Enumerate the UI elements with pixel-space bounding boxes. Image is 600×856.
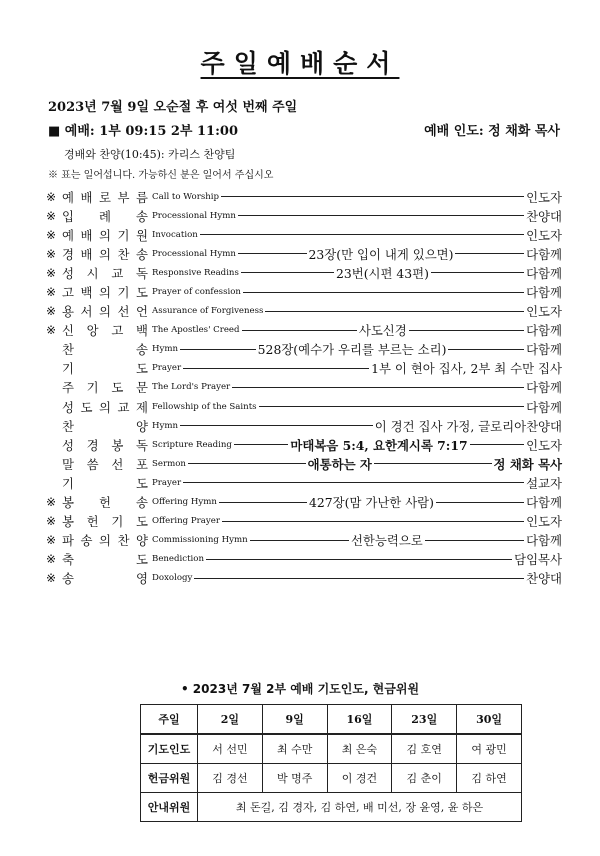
table-cell: 김 경선 <box>198 764 263 793</box>
item-english: Offering Hymn <box>152 497 217 508</box>
item-name: 주 기 도 문 <box>62 380 148 396</box>
item-name: 기 도 <box>62 361 148 377</box>
ushers-cell: 최 돈길, 김 경자, 김 하연, 배 미선, 장 윤영, 윤 하은 <box>198 793 522 822</box>
order-item <box>46 263 562 282</box>
service-times: ■ 예배: 1부 09:15 2부 11:00 <box>48 124 238 139</box>
item-responsible: 담임목사 <box>514 552 562 568</box>
item-name: 봉 헌 송 <box>62 495 148 511</box>
item-detail: 1부 이 현아 집사, 2부 최 수만 집사 <box>371 361 562 377</box>
item-english: Fellowship of the Saints <box>152 401 257 412</box>
item-english: Offering Prayer <box>152 516 220 527</box>
leader-line-rule <box>194 578 524 579</box>
item-english: Processional Hymn <box>152 248 236 259</box>
item-responsible: 다함께 <box>526 495 562 511</box>
table-cell: 서 선민 <box>198 734 263 764</box>
standing-mark: ※ <box>46 227 57 242</box>
order-item <box>46 416 562 435</box>
order-item <box>46 206 562 225</box>
item-english: Assurance of Forgiveness <box>152 306 264 317</box>
order-item <box>46 550 562 569</box>
item-responsible: 다함께 <box>526 399 562 415</box>
table-cell: 김 춘이 <box>392 764 457 793</box>
row-label: 기도인도 <box>141 734 198 764</box>
item-name: 말 씀 선 포 <box>62 456 148 472</box>
item-name: 봉 헌 기 도 <box>62 514 148 530</box>
roster-header-row <box>141 705 522 735</box>
leader-line-rule <box>238 253 307 254</box>
item-responsible: 다함께 <box>526 323 562 339</box>
item-english: Call to Worship <box>152 191 220 202</box>
item-english: Prayer <box>152 477 182 488</box>
leader-line-rule <box>470 444 524 445</box>
item-detail: 이 경건 집사 가정, 글로리아찬양대 <box>374 418 562 434</box>
standing-mark: ※ <box>46 304 57 319</box>
item-name: 축 도 <box>62 552 148 568</box>
item-name: 경 배 의 찬 송 <box>62 246 148 262</box>
item-name: 파 송 의 찬 양 <box>62 533 148 549</box>
item-responsible: 다함께 <box>526 246 563 262</box>
item-name: 송 영 <box>62 571 148 587</box>
standing-mark: ※ <box>46 285 57 300</box>
leader-line-rule <box>180 425 373 426</box>
table-row <box>141 793 522 822</box>
item-responsible: 인도자 <box>526 189 562 205</box>
item-english: Benediction <box>152 554 204 565</box>
item-responsible: 찬양대 <box>526 208 562 224</box>
table-cell: 박 명주 <box>262 764 327 793</box>
table-row <box>141 764 522 793</box>
leader-line-rule <box>241 272 334 273</box>
item-detail: 선한능력으로 <box>350 533 423 549</box>
leader-line-rule <box>183 482 524 483</box>
item-name: 찬 양 <box>62 418 148 434</box>
item-name: 성 시 교 독 <box>62 265 148 281</box>
item-detail: 528장(예수가 우리를 부르는 소리) <box>257 342 447 358</box>
item-english: Responsive Readins <box>152 267 239 278</box>
roster-header-cell: 30일 <box>457 705 522 735</box>
roster-table <box>140 704 522 822</box>
leader-line-rule <box>436 502 524 503</box>
order-item <box>46 473 562 492</box>
standing-mark: ※ <box>46 495 57 510</box>
order-item <box>46 359 562 378</box>
leader-line-rule <box>259 406 524 407</box>
standing-mark: ※ <box>46 246 57 261</box>
item-name: 기 도 <box>62 475 148 491</box>
item-english: Processional Hymn <box>152 210 236 221</box>
item-detail: 23장(만 입이 내게 있으면) <box>308 246 454 262</box>
standing-mark: ※ <box>46 571 57 586</box>
leader-line-rule <box>206 559 512 560</box>
table-cell: 최 은숙 <box>327 734 392 764</box>
item-english: Hymn <box>152 420 179 431</box>
item-english: Invocation <box>152 229 198 240</box>
table-cell: 김 호연 <box>392 734 457 764</box>
item-detail: 마태복음 5:4, 요한계시록 7:17 <box>290 437 468 453</box>
item-responsible: 다함께 <box>526 533 562 549</box>
leader-line-rule <box>425 540 524 541</box>
standing-mark: ※ <box>46 552 57 567</box>
roster-header-cell: 23일 <box>392 705 457 735</box>
standing-mark: ※ <box>46 514 57 529</box>
leader-line-rule <box>431 272 524 273</box>
order-item <box>46 225 562 244</box>
order-item <box>46 187 562 206</box>
item-name: 예 배 로 부 름 <box>62 189 148 205</box>
item-english: Commissioning Hymn <box>152 535 248 546</box>
order-item <box>46 282 562 301</box>
item-responsible: 다함께 <box>526 265 562 281</box>
leader-line-rule <box>374 463 492 464</box>
item-detail: 23번(시편 43편) <box>335 265 429 281</box>
order-of-worship <box>46 187 562 588</box>
leader-line-rule <box>232 387 524 388</box>
leader-line-rule <box>242 330 357 331</box>
item-responsible: 설교자 <box>526 475 562 491</box>
leader-line-rule <box>219 502 307 503</box>
leader-line-rule <box>455 253 524 254</box>
item-name: 예 배 의 기 원 <box>62 227 148 243</box>
item-name: 찬 송 <box>62 342 148 358</box>
item-responsible: 다함께 <box>526 342 562 358</box>
order-item <box>46 435 562 454</box>
order-item <box>46 302 562 321</box>
item-name: 성 도 의 교 제 <box>62 399 148 415</box>
roster-header-cell: 주일 <box>141 705 198 735</box>
standing-mark: ※ <box>46 533 57 548</box>
item-name: 고 백 의 기 도 <box>62 285 148 301</box>
leader-line-rule <box>222 521 524 522</box>
item-responsible: 다함께 <box>526 285 562 301</box>
item-name: 신 앙 고 백 <box>62 323 148 339</box>
standing-note: ※ 표는 일어섭니다. 가능하신 분은 일어서 주십시오 <box>48 170 274 181</box>
table-cell: 최 수만 <box>262 734 327 764</box>
item-detail: 애통하는 자 <box>307 456 372 472</box>
standing-mark: ※ <box>46 265 57 280</box>
item-responsible: 정 채화 목사 <box>493 456 563 472</box>
item-name: 용 서 의 선 언 <box>62 304 148 320</box>
order-item <box>46 512 562 531</box>
order-item <box>46 493 562 512</box>
item-responsible: 찬양대 <box>526 571 562 587</box>
order-item <box>46 454 562 473</box>
item-english: The Lord's Prayer <box>152 382 231 393</box>
leader-line-rule <box>243 292 524 293</box>
item-name: 성 경 봉 독 <box>62 437 148 453</box>
item-detail: 사도신경 <box>358 323 407 339</box>
order-item <box>46 244 562 263</box>
item-responsible: 인도자 <box>526 437 562 453</box>
leader-line-rule <box>448 349 524 350</box>
leader-line-rule <box>188 463 306 464</box>
roster-header-cell: 2일 <box>198 705 263 735</box>
table-cell: 김 하연 <box>457 764 522 793</box>
leader-line-rule <box>250 540 349 541</box>
item-responsible: 인도자 <box>526 514 562 530</box>
roster-header-cell: 16일 <box>327 705 392 735</box>
order-item <box>46 569 562 588</box>
standing-mark: ※ <box>46 189 57 204</box>
item-responsible: 다함께 <box>526 380 562 396</box>
item-english: Prayer <box>152 363 182 374</box>
page-title: 주일예배순서 <box>200 49 400 78</box>
leader-line-rule <box>234 444 288 445</box>
worship-leader: 예배 인도: 정 채화 목사 <box>424 124 560 139</box>
item-responsible: 인도자 <box>526 227 562 243</box>
table-cell: 여 광민 <box>457 734 522 764</box>
item-english: Prayer of confession <box>152 287 241 298</box>
date-line: 2023년 7월 9일 오순절 후 여섯 번째 주일 <box>48 100 298 115</box>
praise-team-line: 경배와 찬양(10:45): 카리스 찬양팀 <box>64 148 236 161</box>
order-item <box>46 340 562 359</box>
order-item <box>46 321 562 340</box>
row-label: 안내위원 <box>141 793 198 822</box>
roster-header-cell: 9일 <box>262 705 327 735</box>
item-english: The Apostles' Creed <box>152 325 240 336</box>
leader-line-rule <box>183 368 369 369</box>
order-item <box>46 397 562 416</box>
item-english: Doxology <box>152 573 193 584</box>
leader-line-rule <box>221 196 524 197</box>
item-detail: 427장(맘 가난한 사람) <box>309 495 434 511</box>
leader-line-rule <box>200 234 524 235</box>
leader-line-rule <box>180 349 256 350</box>
item-responsible: 인도자 <box>526 304 562 320</box>
order-item <box>46 378 562 397</box>
leader-line-rule <box>265 311 524 312</box>
order-item <box>46 531 562 550</box>
standing-mark: ※ <box>46 323 57 338</box>
table-cell: 이 경건 <box>327 764 392 793</box>
row-label: 헌금위원 <box>141 764 198 793</box>
leader-line-rule <box>409 330 524 331</box>
item-english: Sermon <box>152 458 186 469</box>
item-name: 입 례 송 <box>62 208 148 224</box>
table-row <box>141 734 522 764</box>
standing-mark: ※ <box>46 208 57 223</box>
item-english: Hymn <box>152 344 179 355</box>
roster-title: • 2023년 7월 2부 예배 기도인도, 현금위원 <box>180 682 420 696</box>
item-english: Scripture Reading <box>152 439 232 450</box>
leader-line-rule <box>238 215 524 216</box>
